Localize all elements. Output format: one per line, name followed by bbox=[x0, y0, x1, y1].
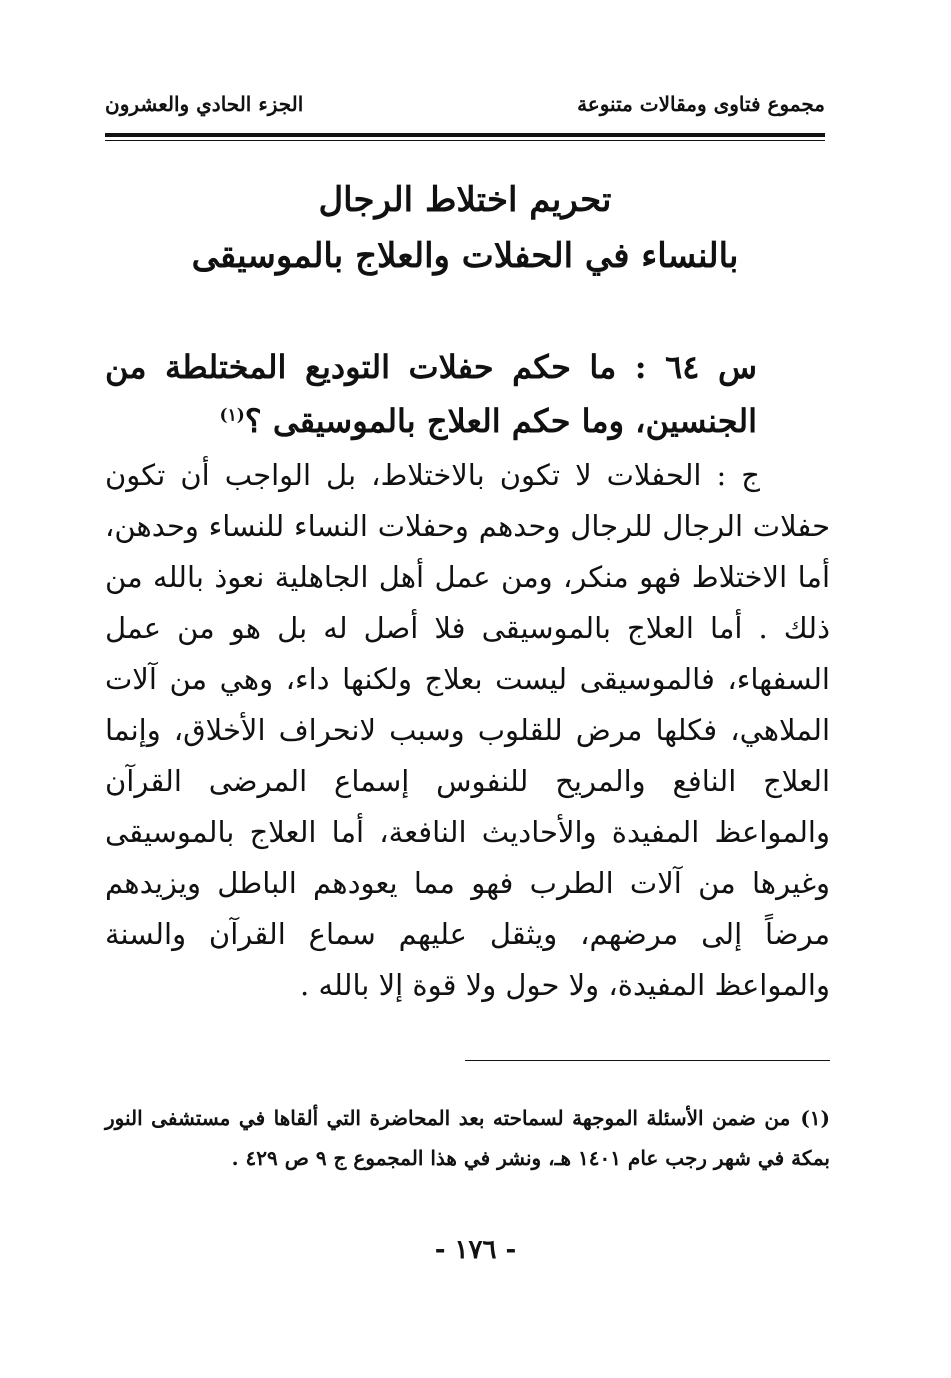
header-rule-thick bbox=[105, 133, 825, 137]
page-number: - ١٧٦ - bbox=[434, 1235, 517, 1265]
question-text: س ٦٤ : ما حكم حفلات التوديع المختلطة من الجنسين، وما حكم العلاج بالموسيقى ؟ bbox=[105, 348, 758, 440]
header-book-title: مجموع فتاوى ومقالات متنوعة bbox=[577, 92, 825, 116]
footnote-reference: (١) bbox=[219, 405, 245, 426]
footnote-text: من ضمن الأسئلة الموجهة لسماحته بعد المحاضرة التي ألقاها في مستشفى النور بمكة في شهر رجب عام ١٤٠١ هـ، ونشر في هذا المجموع ج ٩ ص ٤٢٩ . bbox=[105, 1106, 830, 1170]
article-title-line-2: بالنساء في الحفلات والعلاج بالموسيقى bbox=[191, 236, 739, 276]
article-title-line-1: تحريم اختلاط الرجال bbox=[318, 180, 612, 220]
header-volume: الجزء الحادي والعشرون bbox=[105, 92, 304, 116]
answer-paragraph: ج : الحفلات لا تكون بالاختلاط، بل الواجب أن تكون حفلات الرجال للرجال وحدهم وحفلات النساء للنساء وحدهن، أما الاختلاط فهو منكر، ومن عمل أهل الجاهلية نعوذ بالله من ذلك . أما العلاج بالموسيقى فلا أصل له بل هو من عمل السفهاء، فالموسيقى ليست بعلاج ولكنها داء، وهي من آلات الملاهي، فكلها مرض للقلوب وسبب لانحراف الأخلاق، وإنما العلاج النافع والمريح للنفوس إسماع المرضى القرآن والمواعظ المفيدة والأحاديث النافعة، أما العلاج بالموسيقى وغيرها من آلات الطرب فهو مما يعودهم الباطل ويزيدهم مرضاً إلى مرضهم، ويثقل عليهم سماع القرآن والسنة والمواعظ المفيدة، ولا حول ولا قوة إلا بالله . bbox=[105, 458, 830, 1002]
running-header bbox=[105, 92, 825, 128]
footnote-marker: (١) bbox=[800, 1106, 830, 1130]
footnote-separator bbox=[465, 1060, 830, 1061]
footnote bbox=[105, 1098, 830, 1178]
question-paragraph bbox=[105, 340, 757, 448]
header-rule-thin bbox=[105, 140, 825, 141]
